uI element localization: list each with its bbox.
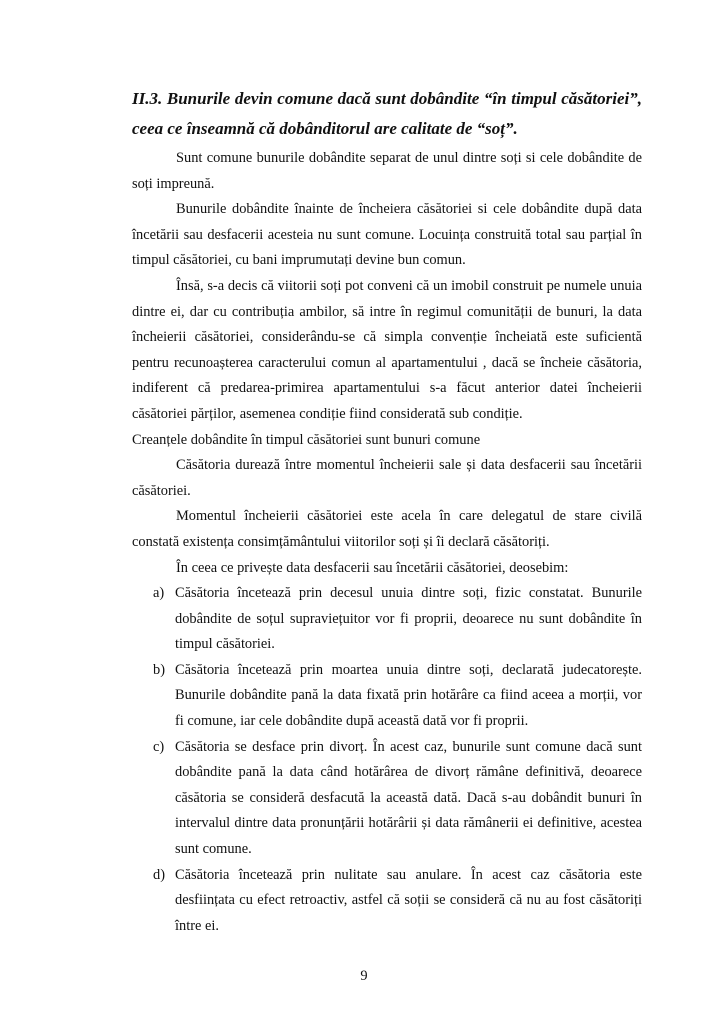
list-item xyxy=(132,658,642,735)
paragraph-2: Bunurile dobândite înainte de încheiera căsătoriei si cele dobândite după data încetării sau desfacerii acesteia nu sunt comune. Locuința construită total sau parțial în timpul căsătoriei, cu bani imprumutați devine bun comun. xyxy=(132,201,642,269)
section-heading: II.3. Bunurile devin comune dacă sunt dobândite “în timpul căsătoriei”, ceea ce înseamnă că dobânditorul are calitate de “soț”. xyxy=(132,89,642,138)
list-marker: b) xyxy=(153,661,165,678)
page-number: 9 xyxy=(360,968,368,984)
paragraph-1: Sunt comune bunurile dobândite separat de unul dintre soți si cele dobândite de soți impreună. xyxy=(132,150,642,192)
paragraph-5: Căsătoria durează între momentul încheierii sale și data desfacerii sau încetării căsătoriei. xyxy=(132,457,642,499)
list-item-text: Căsătoria încetează prin nulitate sau anulare. În acest caz căsătoria este desființata cu efect retroactiv, astfel că soții se consideră că nu au fost căsătoriți între ei. xyxy=(175,866,642,934)
paragraph-6: Momentul încheierii căsătoriei este acela în care delegatul de stare civilă constată existența consimțământului viitorilor soți și îi declară căsătoriți. xyxy=(132,508,642,550)
list-item xyxy=(132,863,642,940)
list-marker: c) xyxy=(153,738,165,755)
document-page xyxy=(132,84,642,939)
list-marker: a) xyxy=(153,585,165,602)
list-marker: d) xyxy=(153,866,165,883)
list-item xyxy=(132,735,642,863)
marriage-end-cases-list xyxy=(132,581,642,939)
list-item-text: Căsătoria încetează prin decesul unuia dintre soți, fizic constatat. Bunurile dobândite de soțul supraviețuitor vor fi proprii, deoarece nu sunt dobândite în timpul căsătoriei. xyxy=(175,585,642,653)
list-item-text: Căsătoria încetează prin moartea unuia dintre soți, declarată judecatorește. Bunurile dobândite pană la data fixată prin hotărâre ca fiind aceea a morții, vor fi comune, iar cele dobândite după această dată vor fi proprii. xyxy=(175,661,642,730)
paragraph-3: Însă, s-a decis că viitorii soți pot conveni că un imobil construit pe numele unuia dintre ei, dar cu contribuția ambilor, să intre în regimul comunității de bunuri, la data încheierii căsătoriei, considerându-se că simpla convenție încheiată este suficientă pentru recunoașterea caracterului comun al apartamentului , dacă se încheie căsătoria, indiferent că predarea-primirea apartamentului s-a făcut anterior datei încheierii căsătoriei părților, asemenea condiție fiind considerată sub condiție. xyxy=(132,277,642,422)
list-item-text: Căsătoria se desface prin divorț. În acest caz, bunurile sunt comune dacă sunt dobândite pană la data când hotărârea de divorț rămâne definitivă, deoarece căsătoria se consideră desfacută la această dată. Dacă s-au dobândit bunuri în intervalul dintre data pronunțării hotărârii și data rămânerii ei definitive, acestea sunt comune. xyxy=(175,738,642,858)
paragraph-7: În ceea ce privește data desfacerii sau încetării căsătoriei, deosebim: xyxy=(176,559,569,576)
paragraph-4: Creanțele dobândite în timpul căsătoriei sunt bunuri comune xyxy=(132,431,481,448)
list-item xyxy=(132,581,642,658)
